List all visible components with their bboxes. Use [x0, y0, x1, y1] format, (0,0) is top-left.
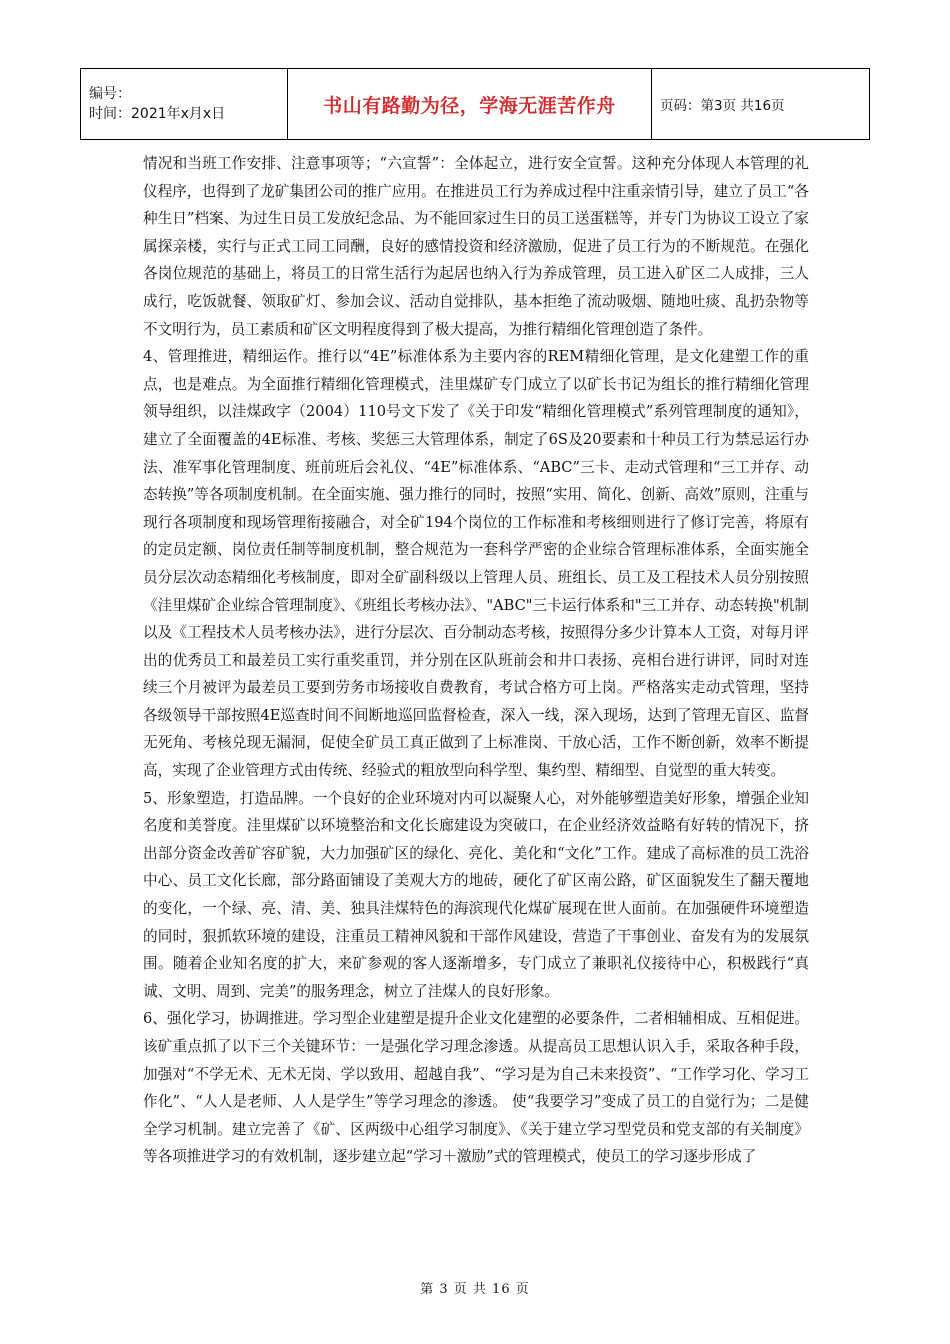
header-motto: 书山有路勤为径，学海无涯苦作舟 [288, 69, 652, 140]
page-header [80, 68, 870, 140]
document-body [143, 150, 809, 1171]
paragraph-continued: 情况和当班工作安排、注意事项等；“六宣誓”：全体起立，进行安全宣誓。这种充分体现人本管理的礼仪程序，也得到了龙矿集团公司的推广应用。在推进员工行为养成过程中注重亲情引导，建立了员工“各种生日”档案、为过生日员工发放纪念品、为不能回家过生日的员工送蛋糕等，并专门为协议工设立了家属探亲楼，实行与正式工同工同酬，良好的感情投资和经济激励，促进了员工行为的不断规范。在强化各岗位规范的基础上，将员工的日常生活行为起居也纳入行为养成管理，员工进入矿区二人成排，三人成行，吃饭就餐、领取矿灯、参加会议、活动自觉排队，基本拒绝了流动吸烟、随地吐痰、乱扔杂物等不文明行为，员工素质和矿区文明程度得到了极大提高，为推行精细化管理创造了条件。 [143, 155, 809, 338]
paragraph-management: 4、管理推进，精细运作。推行以“4E”标准体系为主要内容的REM精细化管理，是文化建塑工作的重点，也是难点。为全面推行精细化管理模式，洼里煤矿专门成立了以矿长书记为组长的推行精细化管理领导组织，以洼煤政字（2004）110号文下发了《关于印发“精细化管理模式”系列管理制度的通知》，建立了全面覆盖的4E标准、考核、奖惩三大管理体系，制定了6S及20要素和十种员工行为禁忌运行办法、准军事化管理制度、班前班后会礼仪、“4E”标准体系、“ABC”三卡、走动式管理和“三工并存、动态转换”等各项制度机制。在全面实施、强力推行的同时，按照“实用、简化、创新、高效”原则，注重与现行各项制度和现场管理衔接融合，对全矿194个岗位的工作标准和考核细则进行了修订完善，将原有的定员定额、岗位责任制等制度机制，整合规范为一套科学严密的企业综合管理标准体系，全面实施全员分层次动态精细化考核制度，即对全矿副科级以上管理人员、班组长、员工及工程技术人员分别按照《洼里煤矿企业综合管理制度》、《班组长考核办法》、"ABC"三卡运行体系和"三工并存、动态转换"机制以及《工程技术人员考核办法》，进行分层次、百分制动态考核，按照得分多少计算本人工资，对每月评出的优秀员工和最差员工实行重奖重罚，并分别在区队班前会和井口表扬、亮相台进行讲评，同时对连续三个月被评为最差员工要到劳务市场接收自费教育，考试合格方可上岗。严格落实走动式管理，坚持各级领导干部按照4E巡查时间不间断地巡回监督检查，深入一线，深入现场，达到了管理无盲区、监督无死角、考核兑现无漏洞，促使全矿员工真正做到了上标准岗、干放心活，工作不断创新，效率不断提高，实现了企业管理方式由传统、经验式的粗放型向科学型、集约型、精细型、自觉型的重大转变。 [143, 348, 809, 780]
paragraph-image-building: 5、形象塑造，打造品牌。一个良好的企业环境对内可以凝聚人心，对外能够塑造美好形象，增强企业知名度和美誉度。洼里煤矿以环境整治和文化长廊建设为突破口，在企业经济效益略有好转的情况下，挤出部分资金改善矿容矿貌，大力加强矿区的绿化、亮化、美化和“文化”工作。建成了高标准的员工洗浴中心、员工文化长廊，部分路面铺设了美观大方的地砖，硬化了矿区南公路，矿区面貌发生了翻天覆地的变化，一个绿、亮、清、美、独具洼煤特色的海滨现代化煤矿展现在世人面前。在加强硬件环境塑造的同时，狠抓软环境的建设，注重员工精神风貌和干部作风建设，营造了干事创业、奋发有为的发展氛围。随着企业知名度的扩大，来矿参观的客人逐渐增多，专门成立了兼职礼仪接待中心，积极践行“真诚、文明、周到、完美”的服务理念，树立了洼煤人的良好形象。 [143, 789, 810, 1000]
header-left-cell [81, 69, 288, 140]
serial-label: 编号： [89, 86, 131, 102]
paragraph-learning: 6、强化学习，协调推进。学习型企业建塑是提升企业文化建塑的必要条件，二者相辅相成、互相促进。该矿重点抓了以下三个关键环节：一是强化学习理念渗透。从提高员工思想认识入手，采取各种手段，加强对“不学无术、无术无岗、学以致用、超越自我”、“学习是为自己未来投资”、“工作学习化、学习工作化”、“人人是老师、人人是学生”等学习理念的渗透。 使“我要学习”变成了员工的自觉行为；二是健全学习机制。建立完善了《矿、区两级中心组学习制度》、《关于建立学习型党员和党支部的有关制度》等各项推进学习的有效机制，逐步建立起“学习＋激励”式的管理模式，使员工的学习逐步形成了 [143, 1010, 810, 1166]
header-page-info: 页码：第3页 共16页 [652, 69, 870, 140]
page-footer: 第 3 页 共 16 页 [420, 1282, 530, 1297]
date-label: 时间：2021年x月x日 [89, 106, 226, 122]
